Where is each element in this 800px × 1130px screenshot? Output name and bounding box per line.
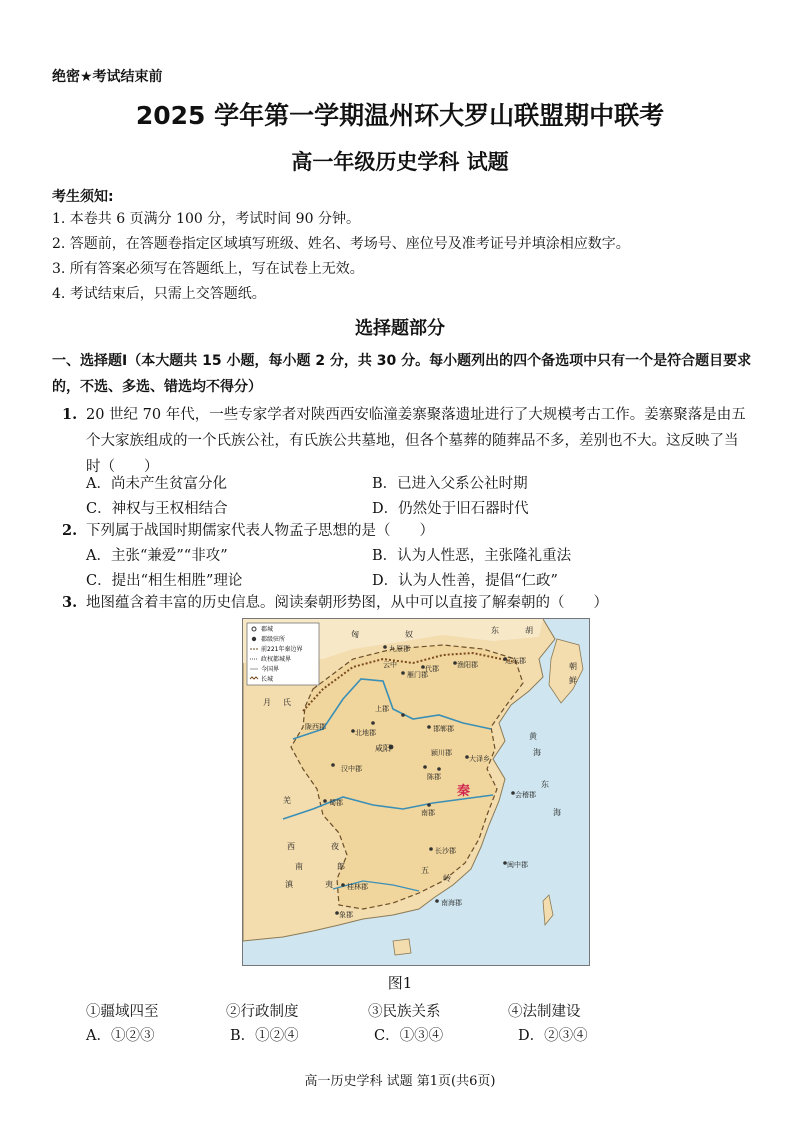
option-d: D．认为人性善，提倡“仁政” [372, 573, 558, 589]
question-stem: 下列属于战国时期儒家代表人物孟子思想的是（ ） [86, 523, 434, 539]
map-label: 鲜 [569, 676, 577, 685]
section-title: 选择题部分 [355, 318, 445, 339]
hainan-island [393, 939, 411, 955]
option-b: B．认为人性恶，主张隆礼重法 [372, 548, 572, 564]
map-label: 羌 [283, 796, 291, 805]
option-a: A．①②③ [86, 1028, 155, 1044]
option-c: C．①③④ [374, 1028, 444, 1044]
map-label: 会稽郡 [515, 791, 536, 799]
notice-title: 考生须知: [52, 189, 114, 205]
map-label: 蜀郡 [329, 799, 343, 807]
notice-item: 3. 所有答案必须写在答题纸上，写在试卷上无效。 [52, 261, 364, 277]
statement-1: ①疆域四至 [86, 1004, 159, 1020]
figure-caption: 图1 [387, 974, 413, 992]
qin-capital-label: 秦 [457, 784, 471, 799]
map-label: 颍川郡 [431, 749, 452, 757]
statement-3: ③民族关系 [368, 1004, 441, 1020]
map-label: 郎 [337, 862, 345, 871]
map-label: 胡 [525, 626, 533, 635]
map-label: 夷 [325, 880, 333, 889]
page-footer: 高一历史学科 试题 第1页(共6页) [304, 1074, 496, 1089]
statement-4: ④法制建设 [508, 1004, 581, 1020]
legend-item: 前221年秦边界 [261, 646, 303, 653]
legend-item: 今国界 [261, 666, 280, 673]
map-legend [247, 623, 319, 685]
taiwan-island [543, 895, 553, 925]
legend-item: 政权都城界 [261, 656, 292, 663]
map-label: 南海郡 [441, 899, 462, 907]
map-label: 大泽乡 [469, 755, 490, 763]
statement-2: ②行政制度 [226, 1004, 299, 1020]
option-a: A．主张“兼爱”“非攻” [86, 548, 228, 564]
map-label: 上郡 [375, 705, 389, 713]
map-label: 渔阳郡 [457, 661, 478, 669]
notice-item: 1. 本卷共 6 页满分 100 分，考试时间 90 分钟。 [52, 211, 360, 227]
map-label: 桂林郡 [347, 883, 368, 891]
option-c: C．神权与王权相结合 [86, 501, 228, 517]
qin-dynasty-map [242, 618, 590, 966]
map-label: 岭 [443, 874, 451, 883]
map-label: 南 [295, 862, 303, 871]
question-number: 3. [62, 594, 78, 611]
question-number: 1. [62, 406, 78, 423]
legend-item: 长城 [261, 676, 274, 683]
legend-item: 郡级驻所 [261, 636, 286, 643]
notice-item: 2. 答题前，在答题卷指定区域填写班级、姓名、考场号、座位号及准考证号并填涂相应数字。 [52, 236, 630, 252]
option-c: C．提出“相生相胜”理论 [86, 573, 243, 589]
question-stem: 20 世纪 70 年代，一些专家学者对陕西西安临潼姜寨聚落遗址进行了大规模考古工作。姜寨聚落是由五个大家族组成的一个氏族公社，有氏族公共墓地，但各个墓葬的随葬品不多，差别也不大。这反映了当时（ ） [86, 407, 746, 475]
map-label: 陈郡 [427, 773, 441, 781]
map-label: 五 [421, 866, 429, 875]
map-label: 代郡 [425, 665, 439, 673]
exam-title: 2025 学年第一学期温州环大罗山联盟期中联考 [135, 101, 665, 130]
map-label: 汉中郡 [341, 765, 362, 773]
question-stem: 地图蕴含着丰富的历史信息。阅读秦朝形势图，从中可以直接了解秦朝的（ ） [86, 595, 608, 611]
notice-item: 4. 考试结束后，只需上交答题纸。 [52, 286, 266, 302]
question-1 [62, 402, 752, 480]
map-label: 夜 [331, 842, 339, 851]
map-label: 雁门郡 [407, 671, 428, 679]
map-label: 陇西郡 [305, 723, 326, 731]
question-number: 2. [62, 522, 78, 539]
map-label: 九原郡 [389, 645, 410, 653]
map-label: 东 [491, 626, 499, 635]
map-label: 云中 [383, 661, 397, 669]
map-label: 长沙郡 [435, 847, 456, 855]
part-instructions: 一、选择题Ⅰ（本大题共 15 小题，每小题 2 分，共 30 分。每小题列出的四个备选项中只有一个是符合题目要求的，不选、多选、错选均不得分） [52, 353, 752, 395]
map-label: 月 [263, 698, 271, 707]
map-label: 氏 [283, 698, 291, 707]
option-b: B．①②④ [230, 1028, 299, 1044]
map-svg [243, 619, 589, 965]
option-d: D．②③④ [518, 1028, 588, 1044]
exam-subtitle: 高一年级历史学科 试题 [291, 150, 509, 174]
option-b: B．已进入父系公社时期 [372, 476, 528, 492]
map-label: 象郡 [339, 911, 353, 919]
map-label: 咸阳 [375, 744, 391, 753]
map-label: 西 [287, 842, 295, 851]
map-label: 闽中郡 [507, 861, 528, 869]
map-label: 北地郡 [355, 729, 376, 737]
map-label: 奴 [405, 630, 413, 639]
map-label: 滇 [285, 880, 293, 889]
korean-peninsula [549, 639, 583, 703]
map-label: 朝 [569, 662, 577, 671]
confidential-mark: 绝密★考试结束前 [52, 69, 163, 85]
map-label: 南郡 [421, 809, 435, 817]
map-label: 东 [541, 780, 549, 789]
map-label: 黄 [529, 732, 537, 741]
option-a: A．尚未产生贫富分化 [86, 476, 227, 492]
map-label: 邯郸郡 [433, 725, 454, 733]
map-label: 海 [533, 748, 541, 757]
question-2 [62, 518, 752, 544]
map-label: 辽东郡 [505, 657, 526, 665]
legend-item: 郡城 [261, 626, 274, 633]
map-label: 匈 [351, 630, 359, 639]
option-d: D．仍然处于旧石器时代 [372, 501, 529, 517]
question-3 [62, 590, 752, 616]
map-label: 海 [553, 808, 561, 817]
